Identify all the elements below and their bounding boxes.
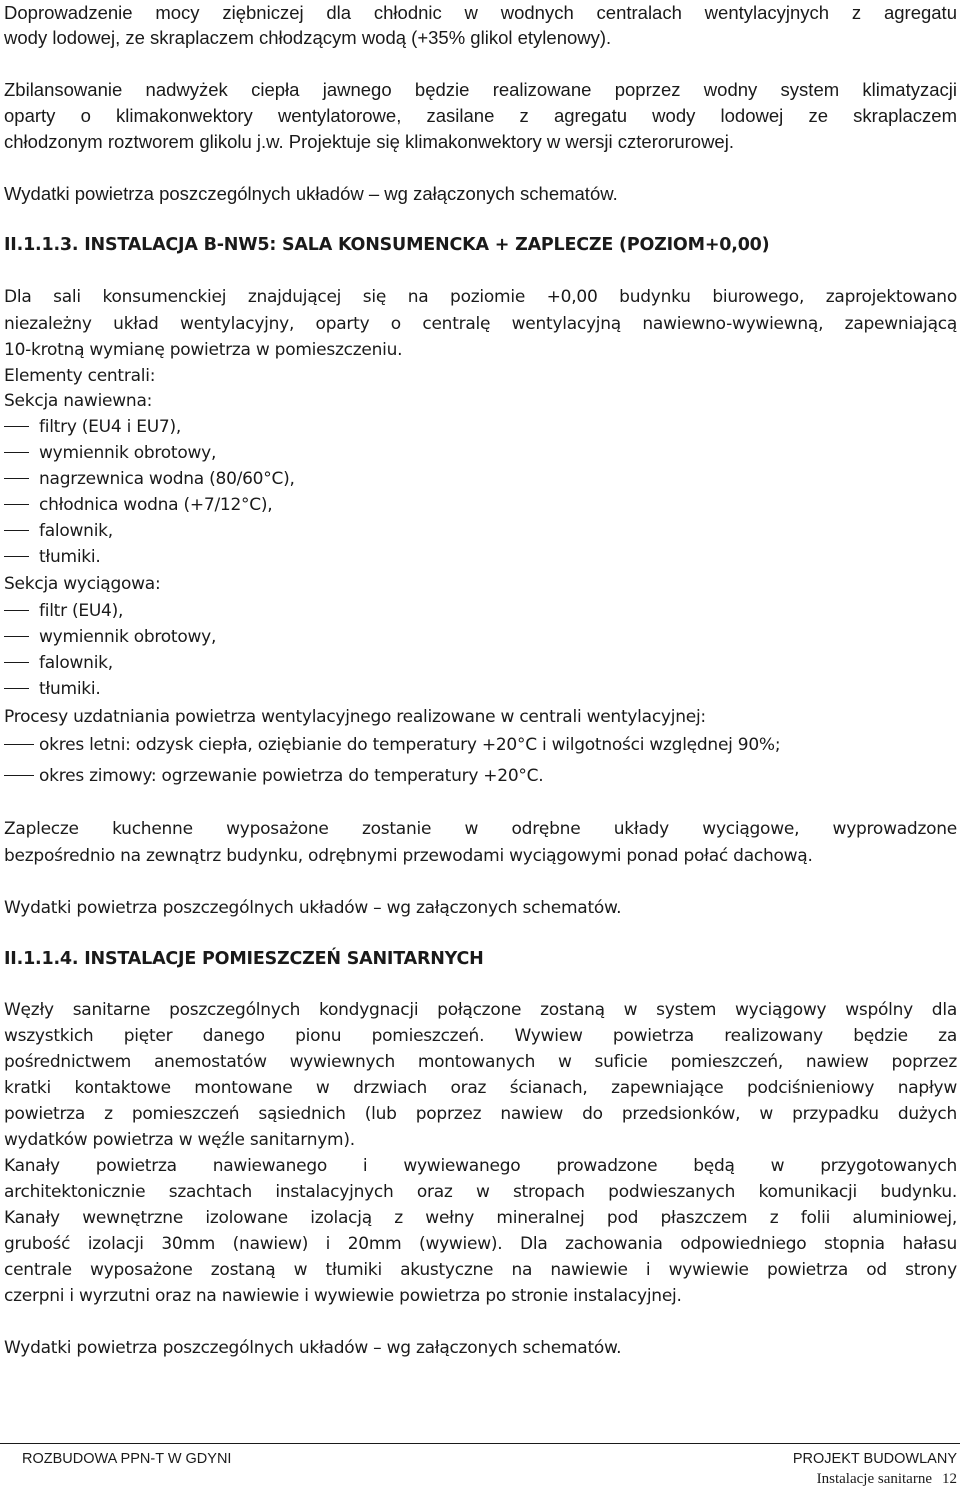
text-line: architektonicznie szachtach instalacyjnych oraz w stropach podwieszanych komunikacji budynku. [4, 1182, 957, 1202]
airflow-note: Wydatki powietrza poszczególnych układów – wg załączonych schematów. [4, 1338, 622, 1358]
text-line: Zaplecze kuchenne wyposażone zostanie w odrębne układy wyciągowe, wyprowadzone [4, 819, 957, 839]
section-heading: II.1.1.3. INSTALACJA B-NW5: SALA KONSUMENCKA + ZAPLECZE (POZIOM+0,00) [4, 235, 770, 255]
list-item: okres letni: odzysk ciepła, oziębianie do temperatury +20°C i wilgotności względnej 90%; [4, 732, 954, 758]
dash-bullet [4, 504, 29, 505]
text-line: Kanały wewnętrzne izolowane izolacją z wełny mineralnej pod płaszczem z folii aluminiowej, [4, 1208, 957, 1228]
text-line: Węzły sanitarne poszczególnych kondygnacji połączone zostaną w system wyciągowy wspólny dla [4, 1000, 957, 1020]
dash-bullet [4, 426, 29, 427]
dash-bullet [4, 610, 29, 611]
text-line: bezpośrednio na zewnątrz budynku, odrębnymi przewodami wyciągowymi ponad połać dachową. [4, 846, 813, 866]
text-line: grubość izolacji 30mm (nawiew) i 20mm (wywiew). Dla zachowania odpowiedniego stopnia hałasu [4, 1234, 957, 1254]
text-line: 10-krotną wymianę powietrza w pomieszczeniu. [4, 340, 403, 360]
text-line: niezależny układ wentylacyjny, oparty o centralę wentylacyjną nawiewno-wywiewną, zapewniającą [4, 314, 957, 334]
footer-doc-type: PROJEKT BUDOWLANY [792, 1451, 957, 1467]
footer-divider [0, 1443, 960, 1444]
list-item: tłumiki. [4, 544, 954, 570]
list-item: filtr (EU4), [4, 598, 954, 624]
dash-bullet [4, 775, 34, 776]
list-item: falownik, [4, 518, 954, 544]
list-item: tłumiki. [4, 676, 954, 702]
footer-subtitle: Instalacje sanitarne [816, 1471, 932, 1487]
label: Sekcja wyciągowa: [4, 574, 161, 594]
text-line: Kanały powietrza nawiewanego i wywiewanego prowadzone będą w przygotowanych [4, 1156, 957, 1176]
dash-bullet [4, 636, 29, 637]
text-line: czerpni i wyrzutni oraz na nawiewie i wywiewie powietrza po stronie instalacyjnej. [4, 1286, 682, 1306]
text-line: wszystkich pięter danego pionu pomieszczeń. Wywiew powietrza realizowany będzie za [4, 1026, 957, 1046]
dash-bullet [4, 556, 29, 557]
footer-project-name: ROZBUDOWA PPN-T W GDYNI [22, 1451, 232, 1467]
dash-bullet [4, 452, 29, 453]
text-line: pośrednictwem anemostatów wywiewnych montowanych w suficie pomieszczeń, nawiew poprzez [4, 1052, 957, 1072]
label: Elementy centrali: [4, 366, 156, 386]
list-item: okres zimowy: ogrzewanie powietrza do temperatury +20°C. [4, 763, 954, 789]
dash-bullet [4, 744, 34, 745]
text-line: Zbilansowanie nadwyżek ciepła jawnego będzie realizowane poprzez wodny system klimatyzacji [4, 79, 957, 100]
text-line: kratki kontaktowe montowane w drzwiach oraz ścianach, zapewniające podciśnieniowy napływ [4, 1078, 957, 1098]
list-item: wymiennik obrotowy, [4, 624, 954, 650]
list-item: filtry (EU4 i EU7), [4, 414, 954, 440]
dash-bullet [4, 688, 29, 689]
dash-bullet [4, 478, 29, 479]
text-line: wydatków powietrza w węźle sanitarnym). [4, 1130, 355, 1150]
text-line: chłodzonym roztworem glikolu j.w. Projektuje się klimakonwektory w wersji czterorurowej. [4, 131, 734, 152]
text-line: Doprowadzenie mocy ziębniczej dla chłodnic w wodnych centralach wentylacyjnych z agregatu [4, 2, 957, 23]
text-line: powietrza z pomieszczeń sąsiednich (lub poprzez nawiew do przedsionków, w przypadku dużych [4, 1104, 957, 1124]
dash-bullet [4, 662, 29, 663]
page-number: 12 [942, 1471, 957, 1487]
airflow-note: Wydatki powietrza poszczególnych układów – wg załączonych schematów. [4, 898, 622, 918]
text-line: centrale wyposażone zostaną w tłumiki akustyczne na nawiewie i wywiewie powietrza od strony [4, 1260, 957, 1280]
label: Procesy uzdatniania powietrza wentylacyjnego realizowane w centrali wentylacyjnej: [4, 707, 706, 727]
airflow-note: Wydatki powietrza poszczególnych układów – wg załączonych schematów. [4, 183, 618, 204]
list-item: wymiennik obrotowy, [4, 440, 954, 466]
text-line: wody lodowej, ze skraplaczem chłodzącym wodą (+35% glikol etylenowy). [4, 27, 612, 48]
list-item: nagrzewnica wodna (80/60°C), [4, 466, 954, 492]
text-line: oparty o klimakonwektory wentylatorowe, zasilane z agregatu wody lodowej ze skraplaczem [4, 105, 957, 126]
section-heading: II.1.1.4. INSTALACJE POMIESZCZEŃ SANITARNYCH [4, 949, 484, 969]
label: Sekcja nawiewna: [4, 391, 153, 411]
list-item: chłodnica wodna (+7/12°C), [4, 492, 954, 518]
dash-bullet [4, 530, 29, 531]
list-item: falownik, [4, 650, 954, 676]
text-line: Dla sali konsumenckiej znajdującej się na poziomie +0,00 budynku biurowego, zaprojektowano [4, 287, 957, 307]
